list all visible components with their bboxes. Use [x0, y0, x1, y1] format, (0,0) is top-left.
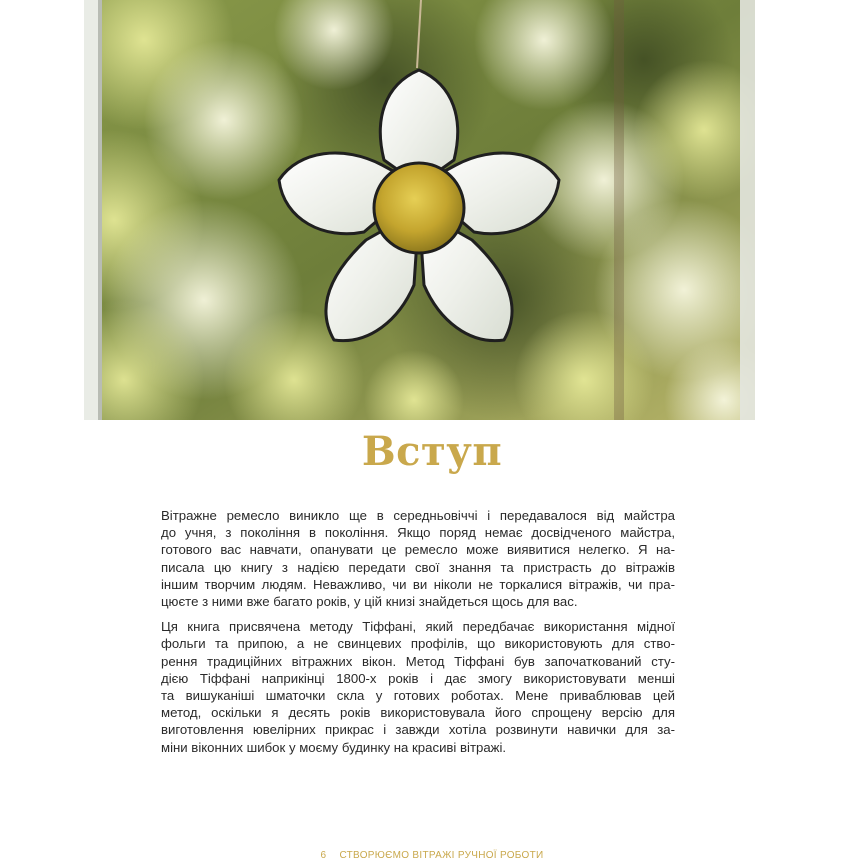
text-line: Вітражне ремесло виникло ще в середньовіччі і передавалося від майстра [161, 508, 675, 523]
text-line: фольги та припою, а не свинцевих профілів, що використовують для ство- [161, 636, 675, 652]
body-text [161, 507, 675, 764]
paragraph-2 [161, 618, 675, 756]
text-line: міни віконних шибок у моєму будинку на красиві вітражі. [161, 739, 507, 755]
text-line: писала цю книгу з надією передати свої знання та пристрасть до вітражів [161, 559, 675, 575]
text-line: Ця книга присвячена методу Тіффані, який передбачає використання мідної [161, 619, 675, 635]
text-line: дією Тіффані наприкінці 1800-х років і дає змогу використовувати менші [161, 670, 675, 686]
text-line: готового вас навчати, опанувати це ремесло може виявитися нелегко. Я на- [161, 542, 675, 558]
text-line: виготовлення ювелірних прикрас і завжди хотіла розвинути навички для за- [161, 722, 675, 738]
page-footer [0, 850, 864, 861]
text-line: цюєте з ними вже багато років, у цій книзі знайдеться щось для вас. [161, 594, 578, 610]
text-line: та вишуканіші шматочки скла у готових роботах. Мене приваблював цей [161, 688, 675, 704]
text-line: до учня, з покоління в покоління. Якщо поряд немає досвідченого майстра, [161, 525, 675, 541]
page-number: 6 [320, 850, 327, 861]
paragraph-1 [161, 507, 675, 610]
running-title: СТВОРЮЄМО ВІТРАЖІ РУЧНОЇ РОБОТИ [339, 850, 544, 861]
stained-glass-flower-photo [84, 0, 755, 420]
chapter-title: Вступ [361, 428, 503, 475]
text-line: іншим творчим людям. Неважливо, чи ви ніколи не торкалися вітражів, чи пра- [161, 576, 675, 592]
text-line: метод, оскільки я десять років використовувала його спрощену версію для [161, 705, 675, 721]
text-line: рення традиційних вітражних вікон. Метод Тіффані був започаткований сту- [161, 653, 675, 669]
